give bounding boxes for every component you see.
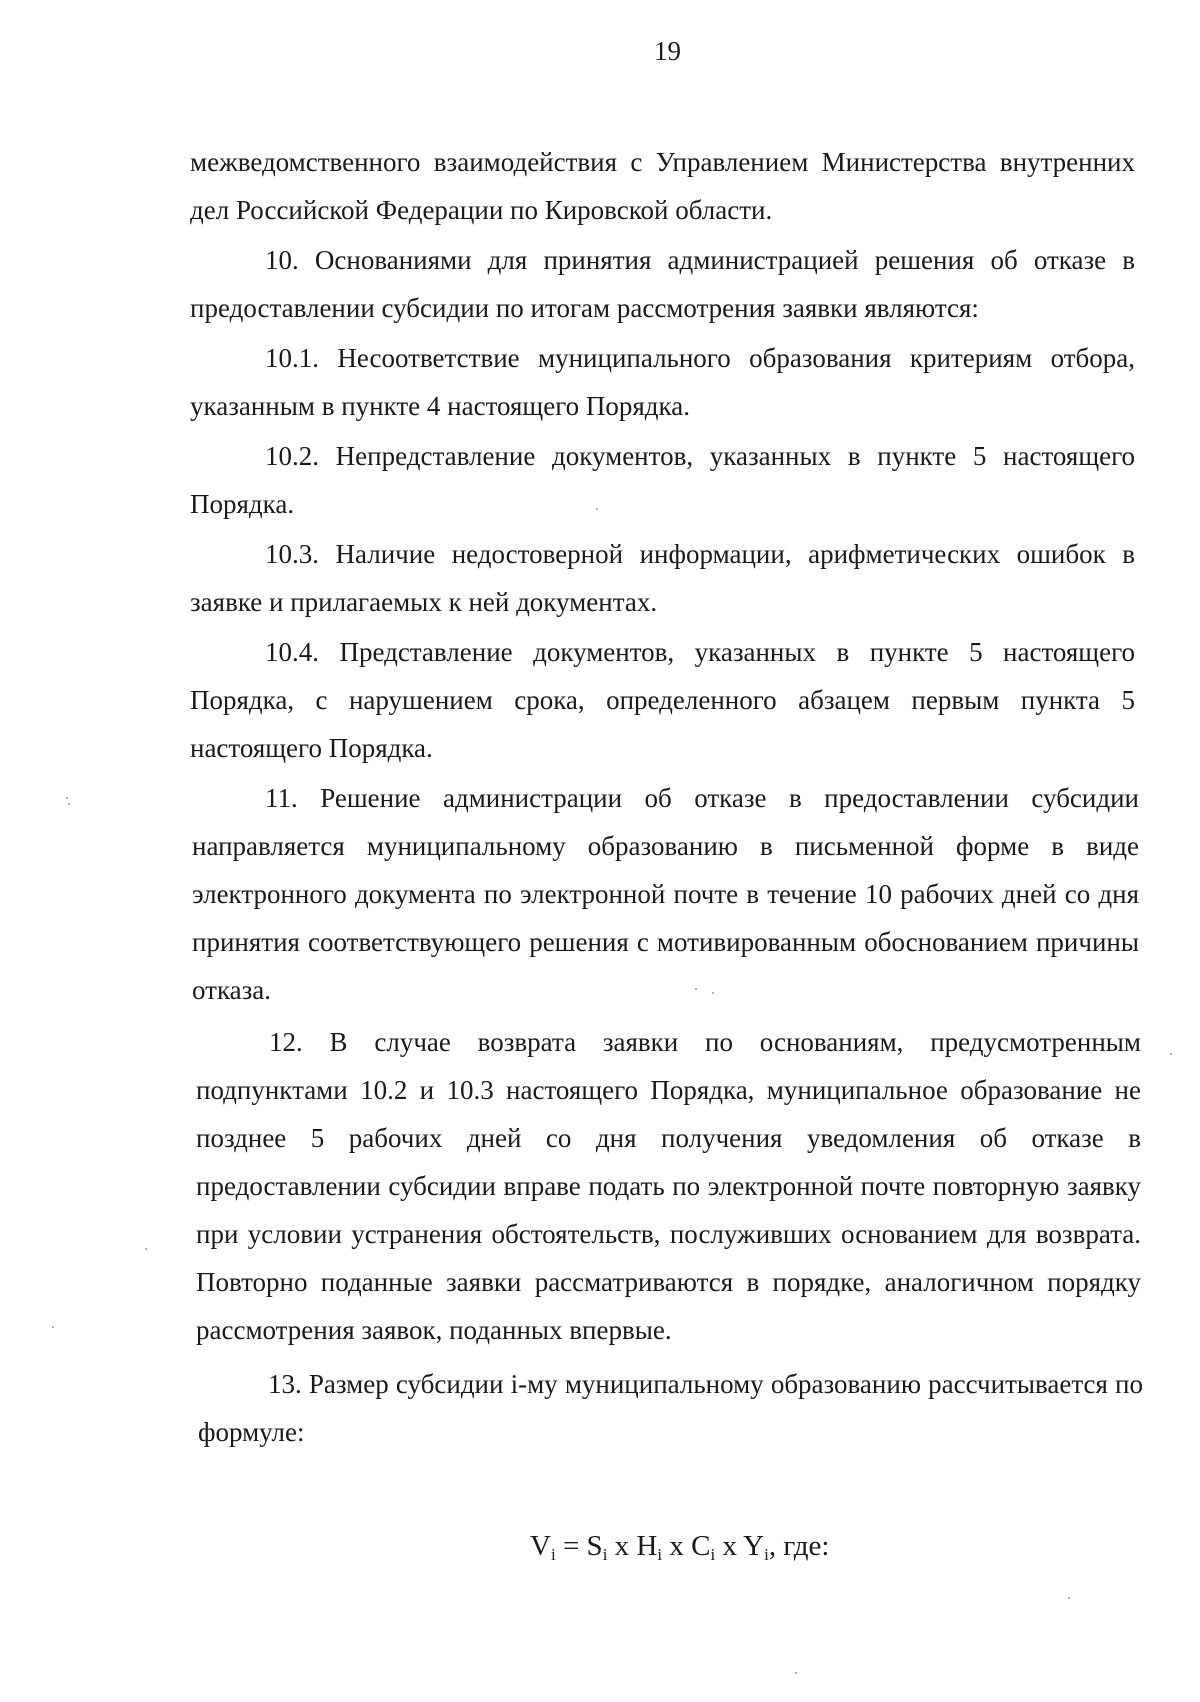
formula-term-h: H	[636, 1530, 658, 1562]
scan-speck	[596, 508, 598, 510]
paragraph-10-4	[190, 628, 1135, 772]
scan-speck	[1170, 1053, 1172, 1055]
scan-speck	[1068, 1597, 1070, 1599]
formula-times-1: x	[607, 1530, 637, 1562]
page-number: 19	[654, 36, 681, 66]
paragraph-text: 10.4. Представление документов, указанных в пункте 5 настоящего Порядка, с нарушением срока, определенного абзацем первым пункта 5 настоящего Порядка.	[190, 637, 1135, 763]
formula-times-3: x	[715, 1530, 744, 1562]
formula-term-y-sub: i	[764, 1545, 769, 1564]
formula-times-2: x	[662, 1530, 692, 1562]
paragraph-continuation	[190, 138, 1135, 234]
scan-speck	[712, 992, 714, 994]
paragraph-text: 13. Размер субсидии i-му муниципальному образованию рассчитывается по формуле:	[198, 1369, 1143, 1447]
formula-term-s-sub: i	[602, 1545, 608, 1564]
paragraph-10	[190, 236, 1135, 332]
paragraph-12	[196, 1018, 1141, 1354]
scan-speck	[66, 797, 68, 799]
scan-speck	[52, 1326, 54, 1328]
formula-term-c-sub: i	[710, 1545, 716, 1564]
formula-lhs-sub: i	[550, 1545, 556, 1564]
scan-speck	[695, 988, 697, 990]
scan-speck	[795, 1672, 797, 1674]
paragraph-text: 10.1. Несоответствие муниципального образования критериям отбора, указанным в пункте 4 настоящего Порядка.	[190, 343, 1135, 421]
paragraph-text: 10.2. Непредставление документов, указанных в пункте 5 настоящего Порядка.	[190, 441, 1135, 519]
paragraph-text: 12. В случае возврата заявки по основаниям, предусмотренным подпунктами 10.2 и 10.3 настоящего Порядка, муниципальное образование не позднее 5 рабочих дней со дня получения уведомления об отказе в предоставлении субсидии вправе подать по электронной почте повторную заявку при условии устранения обстоятельств, послуживших основанием для возврата. Повторно поданные заявки рассматриваются в порядке, аналогичном порядку рассмотрения заявок, поданных впервые.	[196, 1027, 1141, 1345]
subsidy-formula	[530, 1530, 829, 1565]
scan-speck	[145, 1248, 147, 1250]
paragraph-10-3	[190, 530, 1135, 626]
formula-lhs: V	[530, 1530, 551, 1562]
paragraph-text: 10. Основаниями для принятия администрацией решения об отказе в предоставлении субсидии по итогам рассмотрения заявки являются:	[190, 245, 1135, 323]
paragraph-13	[198, 1360, 1143, 1456]
formula-term-y: Y	[743, 1530, 765, 1562]
paragraph-text: 10.3. Наличие недостоверной информации, арифметических ошибок в заявке и прилагаемых к ней документах.	[190, 539, 1135, 617]
paragraph-10-1	[190, 334, 1135, 430]
paragraph-11	[192, 774, 1139, 1014]
formula-tail: , где:	[768, 1530, 830, 1562]
paragraph-10-2	[190, 432, 1135, 528]
scan-speck	[68, 803, 70, 805]
formula-eq: =	[555, 1530, 587, 1562]
formula-term-h-sub: i	[657, 1545, 663, 1564]
formula-term-s: S	[586, 1530, 603, 1562]
formula-term-c: C	[691, 1530, 711, 1562]
paragraph-text: 11. Решение администрации об отказе в предоставлении субсидии направляется муниципальному образованию в письменной форме в виде электронного документа по электронной почте в течение 10 рабочих дней со дня принятия соответствующего решения с мотивированным обоснованием причины отказа.	[192, 783, 1139, 1005]
paragraph-text: межведомственного взаимодействия с Управлением Министерства внутренних дел Российской Федерации по Кировской области.	[190, 147, 1135, 225]
